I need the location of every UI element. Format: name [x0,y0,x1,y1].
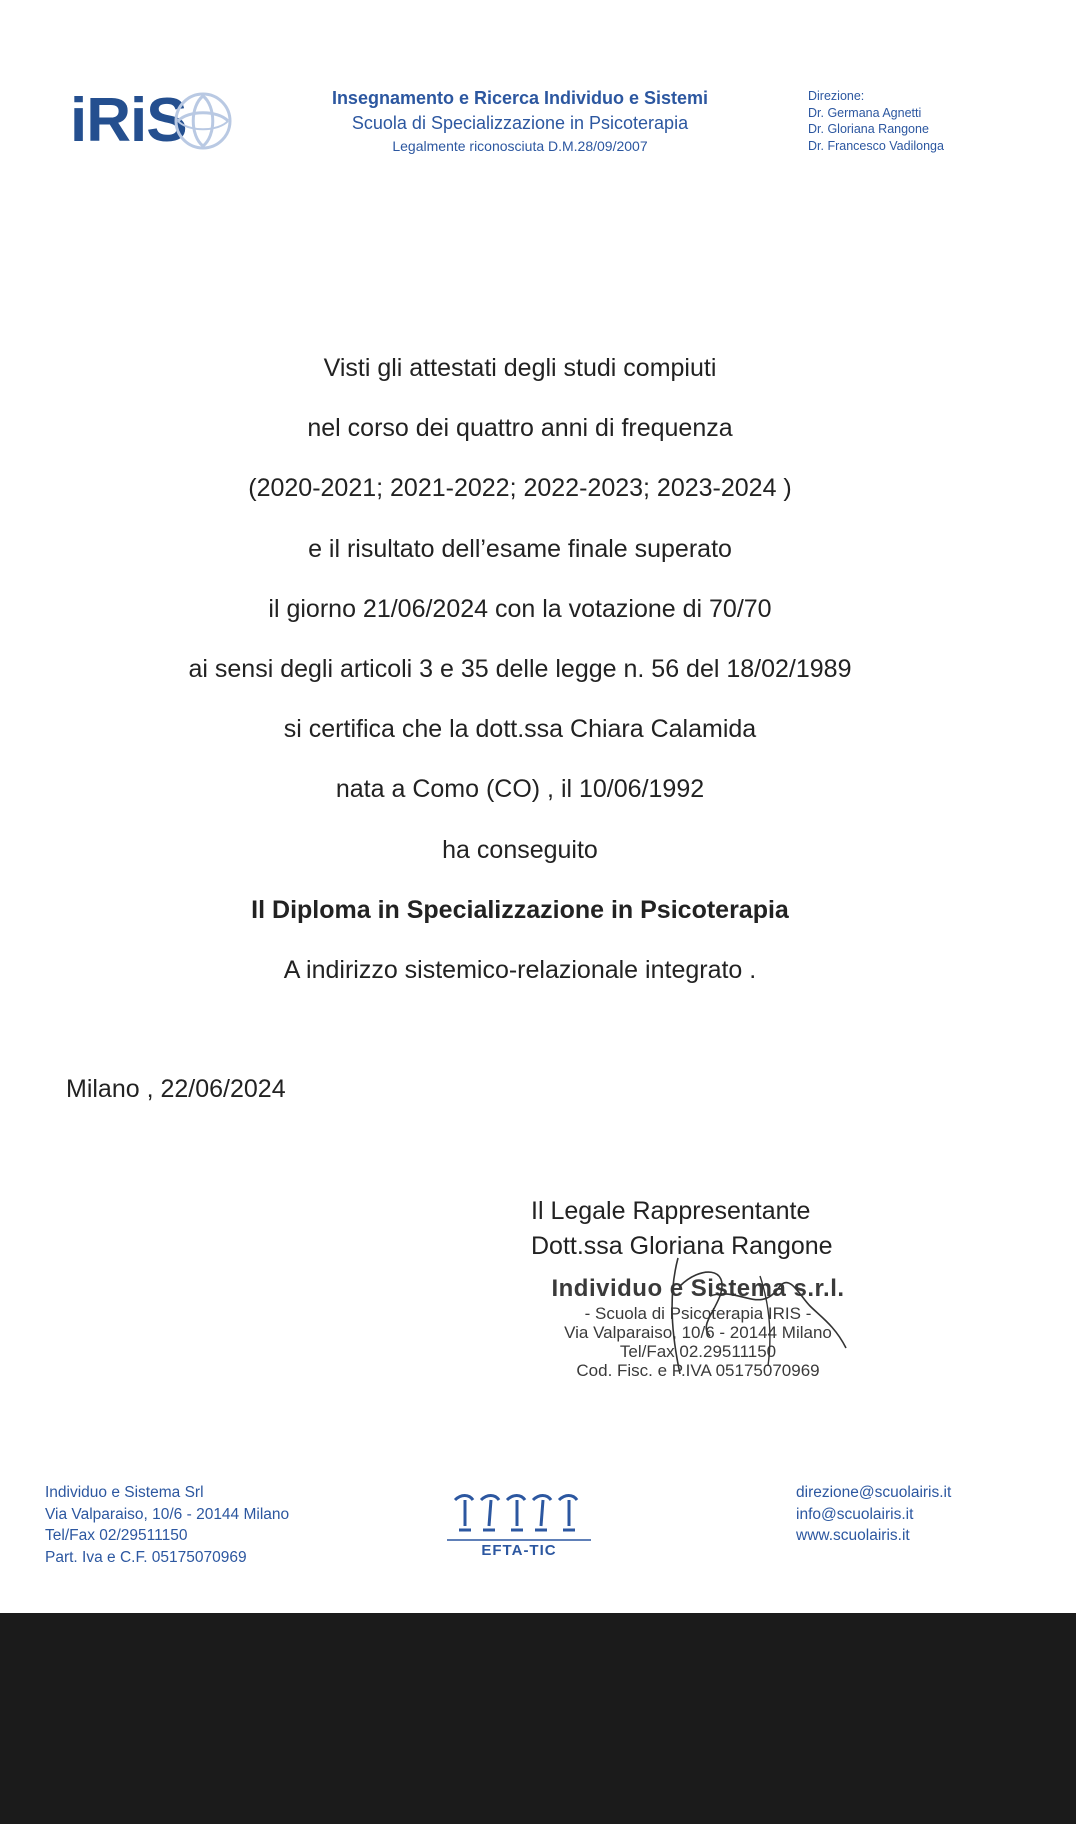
certificate-line: ai sensi degli articoli 3 e 35 delle legge n. 56 del 18/02/1989 [188,654,852,683]
dark-bottom-area [0,1613,1076,1824]
place-date: Milano , 22/06/2024 [66,1075,286,1103]
efta-tic-logo [445,1486,593,1562]
efta-figures-icon [445,1486,593,1542]
certificate-line: nel corso dei quattro anni di frequenza [307,414,733,443]
footer-email-info: info@scuolairis.it [796,1505,914,1523]
footer-line: Part. Iva e C.F. 05175070969 [45,1548,247,1566]
iris-logo [70,88,240,154]
certificate-line: e il risultato dell’esame finale superato [308,534,732,563]
certificate-line: il giorno 21/06/2024 con la votazione di 70/70 [268,594,772,623]
stamp-line: Cod. Fisc. e P.IVA 05175070969 [576,1361,820,1380]
certificate-text [0,348,1040,1010]
diploma-title: Il Diploma in Specializzazione in Psicoterapia [251,895,789,924]
stamp-line: - Scuola di Psicoterapia IRIS - [584,1304,812,1323]
direction-member: Dr. Gloriana Rangone [808,122,929,136]
certificate-line: A indirizzo sistemico-relazionale integrato . [283,955,757,984]
stamp-line: Tel/Fax 02.29511150 [619,1342,777,1361]
footer-company-info [45,1482,289,1568]
footer-contacts [796,1482,951,1547]
footer-line: Via Valparaiso, 10/6 - 20144 Milano [45,1505,290,1523]
logo-emblem-icon [170,90,236,152]
signatory [531,1194,833,1264]
stamp-company: Individuo e Sistema s.r.l. [551,1275,845,1302]
stamp-line: Via Valparaiso, 10/6 - 20144 Milano [564,1323,832,1342]
certificate-line: (2020-2021; 2021-2022; 2022-2023; 2023-2024 ) [248,474,792,503]
institution-legal: Legalmente riconosciuta D.M.28/09/2007 [392,138,648,154]
footer-email-direzione: direzione@scuolairis.it [796,1484,952,1501]
direction-label: Direzione: [808,89,865,103]
institution-subtitle: Scuola di Specializzazione in Psicoterapia [351,113,689,133]
footer-line: Tel/Fax 02/29511150 [45,1527,188,1544]
institution-header [300,86,740,156]
direction-member: Dr. Francesco Vadilonga [808,138,944,153]
signatory-name: Dott.ssa Gloriana Rangone [531,1232,833,1260]
direction-list [808,88,944,154]
signatory-role: Il Legale Rappresentante [531,1197,811,1225]
efta-label: EFTA-TIC [481,1542,557,1559]
footer-line: Individuo e Sistema Srl [45,1484,204,1501]
institution-name: Insegnamento e Ricerca Individuo e Sistemi [331,88,709,108]
footer-website: www.scuolairis.it [796,1527,910,1544]
certificate-line: si certifica che la dott.ssa Chiara Calamida [283,715,757,744]
certificate-line: nata a Como (CO) , il 10/06/1992 [335,775,705,804]
certificate-line: Visti gli attestati degli studi compiuti [323,354,717,382]
certificate-line: ha conseguito [442,835,598,864]
direction-member: Dr. Germana Agnetti [808,105,922,120]
logo-text: iRiS [70,86,187,155]
handwritten-signature-icon [660,1256,860,1376]
